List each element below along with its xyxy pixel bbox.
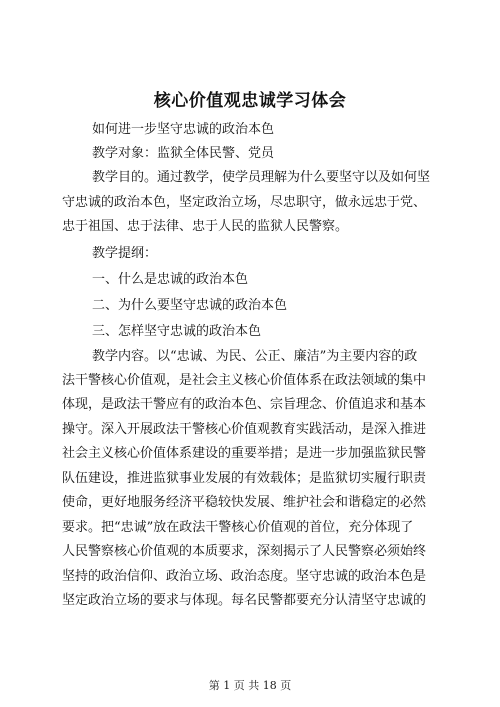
- text-line: 一、什么是忠诚的政治本色: [92, 272, 249, 287]
- text-line: 社会主义核心价值体系建设的重要举措；是进一步加强监狱民警: [62, 446, 427, 461]
- document-title: 核心价值观忠诚学习体会: [153, 91, 347, 111]
- text-line: 使命，更好地服务经济平稳较快发展、维护社会和谐稳定的必然: [62, 495, 427, 510]
- text-line: 教学提纲：: [92, 246, 158, 261]
- text-line: 二、为什么要坚守忠诚的政治本色: [92, 298, 288, 313]
- text-line: 体现，是政法干警应有的政治本色、宗旨理念、价值追求和基本: [62, 397, 427, 412]
- text-line: 要求。把“忠诚”放在政法干警核心价值观的首位，充分体现了: [62, 520, 414, 535]
- text-line: 法干警核心价值观，是社会主义核心价值体系在政法领域的集中: [62, 373, 427, 388]
- text-line: 队伍建设，推进监狱事业发展的有效载体；是监狱切实履行职责: [62, 471, 427, 486]
- text-line: 人民警察核心价值观的本质要求，深刻揭示了人民警察必须始终: [62, 544, 427, 559]
- text-line: 教学目的。通过教学，使学员理解为什么要坚守以及如何坚: [92, 170, 431, 185]
- text-line: 三、怎样坚守忠诚的政治本色: [92, 324, 262, 339]
- text-line: 操守。深入开展政法干警核心价值观教育实践活动，是深入推进: [62, 422, 427, 437]
- text-line: 坚持的政治信仰、政治立场、政治态度。坚守忠诚的政治本色是: [62, 569, 427, 584]
- page-number-footer: 第 1 页 共 18 页: [208, 679, 292, 692]
- text-line: 守忠诚的政治本色，坚定政治立场，尽忠职守，做永远忠于党、: [62, 195, 427, 210]
- text-line: 忠于祖国、忠于法律、忠于人民的监狱人民警察。: [62, 219, 349, 234]
- text-line: 教学内容。以“忠诚、为民、公正、廉洁”为主要内容的政: [92, 349, 418, 364]
- text-line: 坚定政治立场的要求与体现。每名民警都要充分认清坚守忠诚的: [62, 593, 427, 608]
- text-line: 如何进一步坚守忠诚的政治本色: [92, 122, 275, 137]
- text-line: 教学对象：监狱全体民警、党员: [92, 146, 275, 161]
